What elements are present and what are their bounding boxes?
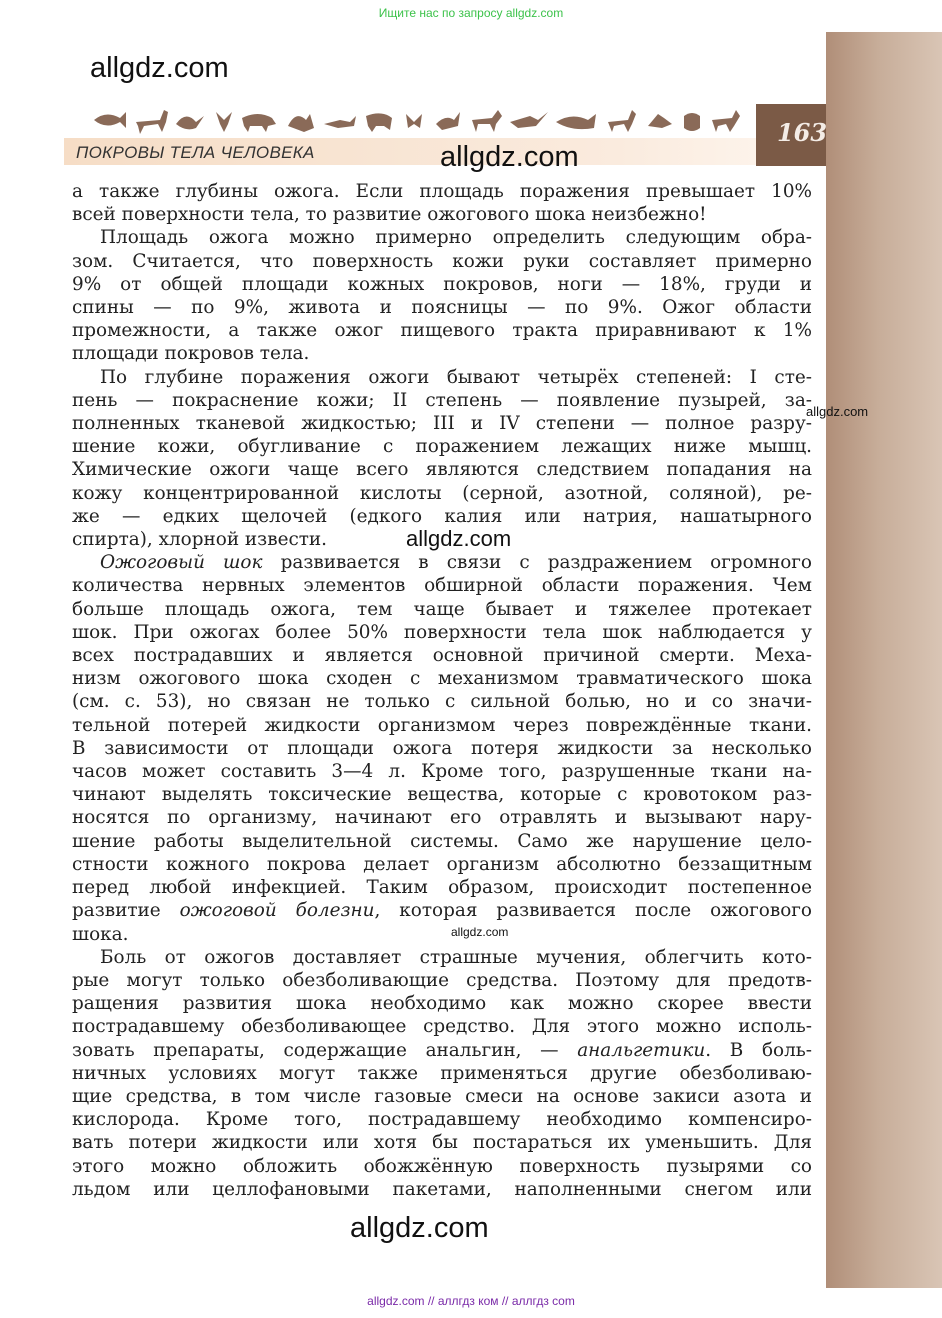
text-line: зовать препараты, содержащие анальгин, — анальгетики. В боль- bbox=[72, 1039, 813, 1061]
text-line: всей поверхности тела, то развитие ожогового шока неизбежно! bbox=[72, 204, 707, 226]
text-line: Площадь ожога можно примерно определить следующим обра- bbox=[100, 227, 812, 249]
text-line: площади покровов тела. bbox=[72, 343, 310, 365]
watermark-right: allgdz.com bbox=[806, 404, 869, 419]
watermark-small-mid: allgdz.com bbox=[451, 925, 509, 939]
text-line: кожу концентрированной кислоты (серной, азотной, соляной), ре- bbox=[72, 482, 812, 504]
text-line: количества нервных элементов обширной области поражения. Чем bbox=[72, 575, 812, 597]
text-line: пострадавшему обезболивающее средство. Для этого можно исполь- bbox=[72, 1016, 812, 1038]
text-line: зом. Считается, что поверхность кожи руки составляет примерно bbox=[72, 250, 812, 272]
lizard-icon bbox=[324, 116, 356, 128]
text-line: этого можно обложить обожжённую поверхность пузырями со bbox=[72, 1155, 812, 1177]
bottom-links[interactable]: allgdz.com // аллгдз ком // аллгдз com bbox=[367, 1294, 575, 1308]
text-line: развитие ожоговой болезни, которая развивается после ожогового bbox=[72, 900, 812, 922]
whale-icon bbox=[556, 114, 596, 129]
fish-icon bbox=[94, 112, 126, 128]
text-line: пень — покраснение кожи; II степень — появление пузырей, за- bbox=[72, 389, 812, 411]
text-line: ращения развития шока необходимо как можно скорее ввести bbox=[72, 993, 812, 1015]
section-title: ПОКРОВЫ ТЕЛА ЧЕЛОВЕКА bbox=[76, 143, 315, 162]
body-text bbox=[72, 180, 812, 1201]
animal-silhouettes-decoration bbox=[92, 102, 740, 136]
antelope-icon bbox=[608, 110, 636, 132]
text-line: промежности, а также ожог пищевого тракта приравнивают к 1% bbox=[72, 320, 812, 342]
text-line: льдом или целлофановыми пакетами, наполненными снегом или bbox=[72, 1178, 812, 1200]
text-line: вать потери жидкости или хотя бы постараться их уменьшить. Для bbox=[72, 1132, 812, 1154]
text-line: стности кожного покрова делает организм абсолютно беззащитным bbox=[72, 853, 812, 875]
text-line: часов может составить 3—4 л. Кроме того, разрушенные ткани на- bbox=[72, 761, 812, 783]
text-line: всех пострадавших и является основной причиной смерти. Меха- bbox=[72, 645, 812, 667]
goat-icon bbox=[712, 110, 740, 132]
text-line: тельной потерей жидкости организмом через повреждённые ткани. bbox=[72, 714, 812, 736]
watermark-header: allgdz.com bbox=[440, 141, 579, 173]
page-number: 163 bbox=[776, 118, 828, 147]
bison-icon bbox=[366, 113, 392, 132]
text-line: 9% от общей площади кожных покровов, ноги — 18%, груди и bbox=[72, 273, 812, 295]
text-line: же — едких щелочей (едкого калия или натрия, нашатырного bbox=[72, 505, 812, 527]
text-line: спирта), хлорной извести. bbox=[72, 529, 328, 551]
text-line: шение работы выделительной системы. Само же нарушение цело- bbox=[72, 830, 812, 852]
text-line: полненных тканевой жидкостью; III и IV степени — полное разру- bbox=[72, 413, 812, 435]
text-line: спины — по 9%, живота и поясницы — по 9%. Ожог области bbox=[72, 297, 812, 319]
deer-icon bbox=[136, 110, 168, 134]
top-banner[interactable]: Ищите нас по запросу allgdz.com bbox=[378, 6, 564, 20]
insect-icon bbox=[216, 112, 232, 132]
text-line: а также глубины ожога. Если площадь поражения превышает 10% bbox=[72, 181, 812, 202]
text-line: Боль от ожогов доставляет страшные мучения, облегчить кото- bbox=[100, 946, 812, 968]
text-line: В зависимости от площади ожога потеря жидкости за несколько bbox=[72, 737, 812, 759]
swallow-icon bbox=[510, 112, 548, 128]
text-line: (см. с. 53), но связан не только с сильной болью, но и со значи- bbox=[72, 691, 812, 713]
text-line: низм ожогового шока сходен с механизмом травматического шока bbox=[72, 668, 812, 690]
monkey-icon bbox=[288, 114, 314, 132]
scorpion-icon bbox=[436, 112, 460, 130]
text-line: шок. При ожогах более 50% поверхности тела шок наблюдается у bbox=[72, 621, 812, 643]
watermark-bottom: allgdz.com bbox=[350, 1212, 489, 1244]
text-line: перед любой инфекцией. Таким образом, происходит постепенное bbox=[72, 877, 812, 899]
text-line: Ожоговый шок развивается в связи с раздражением огромного bbox=[100, 552, 812, 574]
text-line: Химические ожоги чаще всего являются следствием попадания на bbox=[72, 459, 812, 481]
text-line: чинают выделять токсические вещества, которые с кровотоком раз- bbox=[72, 784, 812, 806]
text-line: шение кожи, обугливание с поражением лежащих ниже мышц. bbox=[72, 436, 812, 458]
page-edge-strip bbox=[826, 32, 942, 1288]
watermark-top-left: allgdz.com bbox=[90, 52, 229, 84]
text-line: щие средства, в том числе газовые смеси на основе закиси азота и bbox=[72, 1085, 812, 1107]
term-burn-disease: ожоговой болезни bbox=[179, 900, 375, 922]
text-line: ничных условиях могут также применяться другие обезболиваю- bbox=[72, 1062, 812, 1084]
beetle-icon bbox=[684, 113, 700, 131]
text-line: шока. bbox=[72, 923, 129, 945]
horse-icon bbox=[472, 110, 502, 132]
bird-icon bbox=[176, 116, 204, 129]
butterfly-icon bbox=[406, 114, 422, 128]
boar-icon bbox=[242, 114, 276, 132]
text-line: рые могут только обезболивающие средства. Поэтому для предотв- bbox=[72, 969, 812, 991]
text-line: кислорода. Кроме того, пострадавшему необходимо компенсиро- bbox=[72, 1109, 812, 1131]
text-line: По глубине поражения ожоги бывают четырёх степеней: I сте- bbox=[100, 366, 812, 388]
text-line: больше площадь ожога, тем чаще бывает и тяжелее протекает bbox=[72, 598, 812, 620]
watermark-mid: allgdz.com bbox=[406, 526, 512, 551]
text-line: носятся по организму, начинают его отравлять и вызывают нару- bbox=[72, 807, 812, 829]
term-analgesics: анальгетики bbox=[577, 1039, 706, 1061]
heron-icon bbox=[648, 114, 672, 128]
term-burn-shock: Ожоговый шок bbox=[100, 552, 263, 574]
